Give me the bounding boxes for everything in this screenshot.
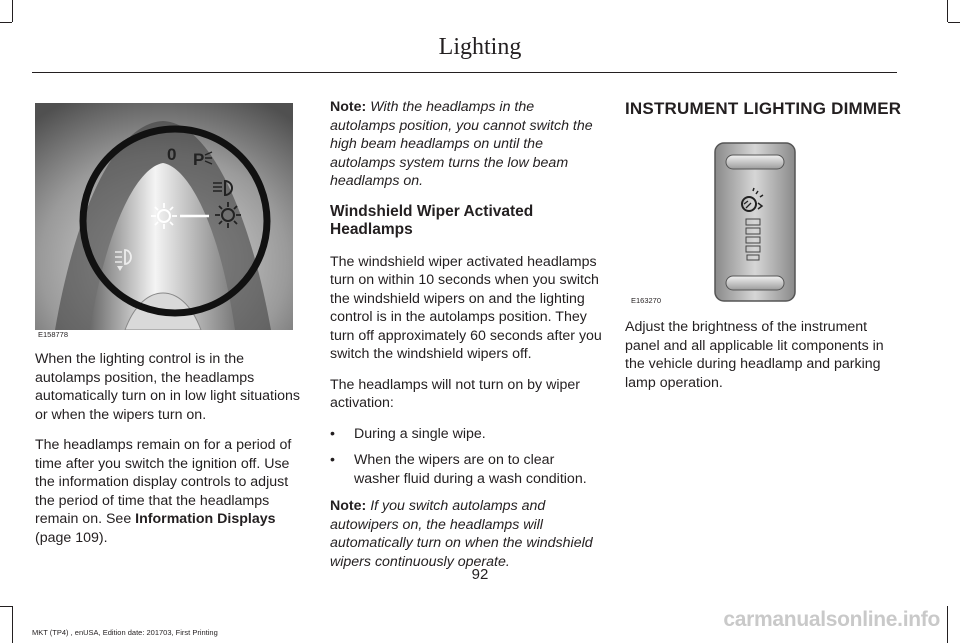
note-label: Note: bbox=[330, 99, 367, 115]
dimmer-figure bbox=[625, 133, 895, 308]
figure-code: E163270 bbox=[631, 296, 662, 305]
svg-text:P: P bbox=[193, 150, 205, 169]
column-2 bbox=[330, 98, 602, 583]
note bbox=[330, 98, 602, 191]
column-3 bbox=[625, 318, 897, 404]
page-reference: (page 109). bbox=[35, 529, 108, 546]
paragraph: When the lighting control is in the autolamps position, the headlamps automatically turn on in low light situations or when the wipers turn on. bbox=[35, 351, 300, 423]
crop-mark bbox=[948, 22, 960, 23]
crop-mark bbox=[12, 606, 13, 643]
crop-mark bbox=[947, 606, 948, 643]
note-text: With the headlamps in the autolamps position, you cannot switch the high beam headlamps on until the autolamps system turns the low beam headlamps on. bbox=[330, 99, 593, 189]
crop-mark bbox=[0, 606, 12, 607]
paragraph bbox=[35, 436, 305, 547]
list-item: • When the wipers are on to clear washer fluid during a wash condition. bbox=[330, 451, 602, 488]
watermark: carmanualsonline.info bbox=[723, 608, 940, 631]
list-item: • During a single wipe. bbox=[330, 425, 602, 444]
header-rule bbox=[32, 72, 897, 73]
paragraph: Adjust the brightness of the instrument panel and all applicable lit components in the vehicle during headlamp and parking lamp operation. bbox=[625, 319, 884, 391]
note-label: Note: bbox=[330, 498, 367, 514]
dimmer-switch-illustration bbox=[625, 133, 895, 308]
crop-mark bbox=[947, 0, 948, 22]
note-text: If you switch autolamps and autowipers on, the headlamps will automatically turn on when the windshield wipers continuously operate. bbox=[330, 498, 593, 570]
crop-mark bbox=[0, 22, 12, 23]
page-title: Lighting bbox=[438, 34, 522, 60]
section-heading: INSTRUMENT LIGHTING DIMMER bbox=[625, 99, 902, 118]
note bbox=[330, 497, 602, 571]
figure-code: E158778 bbox=[38, 330, 69, 339]
paragraph-text: The headlamps remain on for a period of time after you switch the ignition off. Use the information display controls to adjust the period of time that the headlamps remain on. See bbox=[35, 437, 292, 527]
footer-edition: MKT (TP4) , enUSA, Edition date: 201703, First Printing bbox=[32, 628, 218, 637]
crop-mark bbox=[12, 0, 13, 22]
bullet-list bbox=[330, 425, 602, 489]
paragraph: The windshield wiper activated headlamps turn on within 10 seconds when you switch the windshield wipers on and the lighting control is in the autolamps position. They turn off approximately 60 seconds after you switch the windshield wipers off. bbox=[330, 253, 602, 362]
paragraph: The headlamps will not turn on by wiper activation: bbox=[330, 376, 580, 411]
subheading: Windshield Wiper Activated Headlamps bbox=[330, 202, 534, 238]
lighting-control-figure bbox=[35, 103, 293, 339]
off-position-label: 0 bbox=[167, 145, 177, 164]
lighting-control-illustration bbox=[35, 103, 293, 330]
page-number: 92 bbox=[471, 566, 489, 583]
cross-reference-link[interactable]: Information Displays bbox=[135, 511, 276, 527]
column-1 bbox=[35, 350, 305, 559]
